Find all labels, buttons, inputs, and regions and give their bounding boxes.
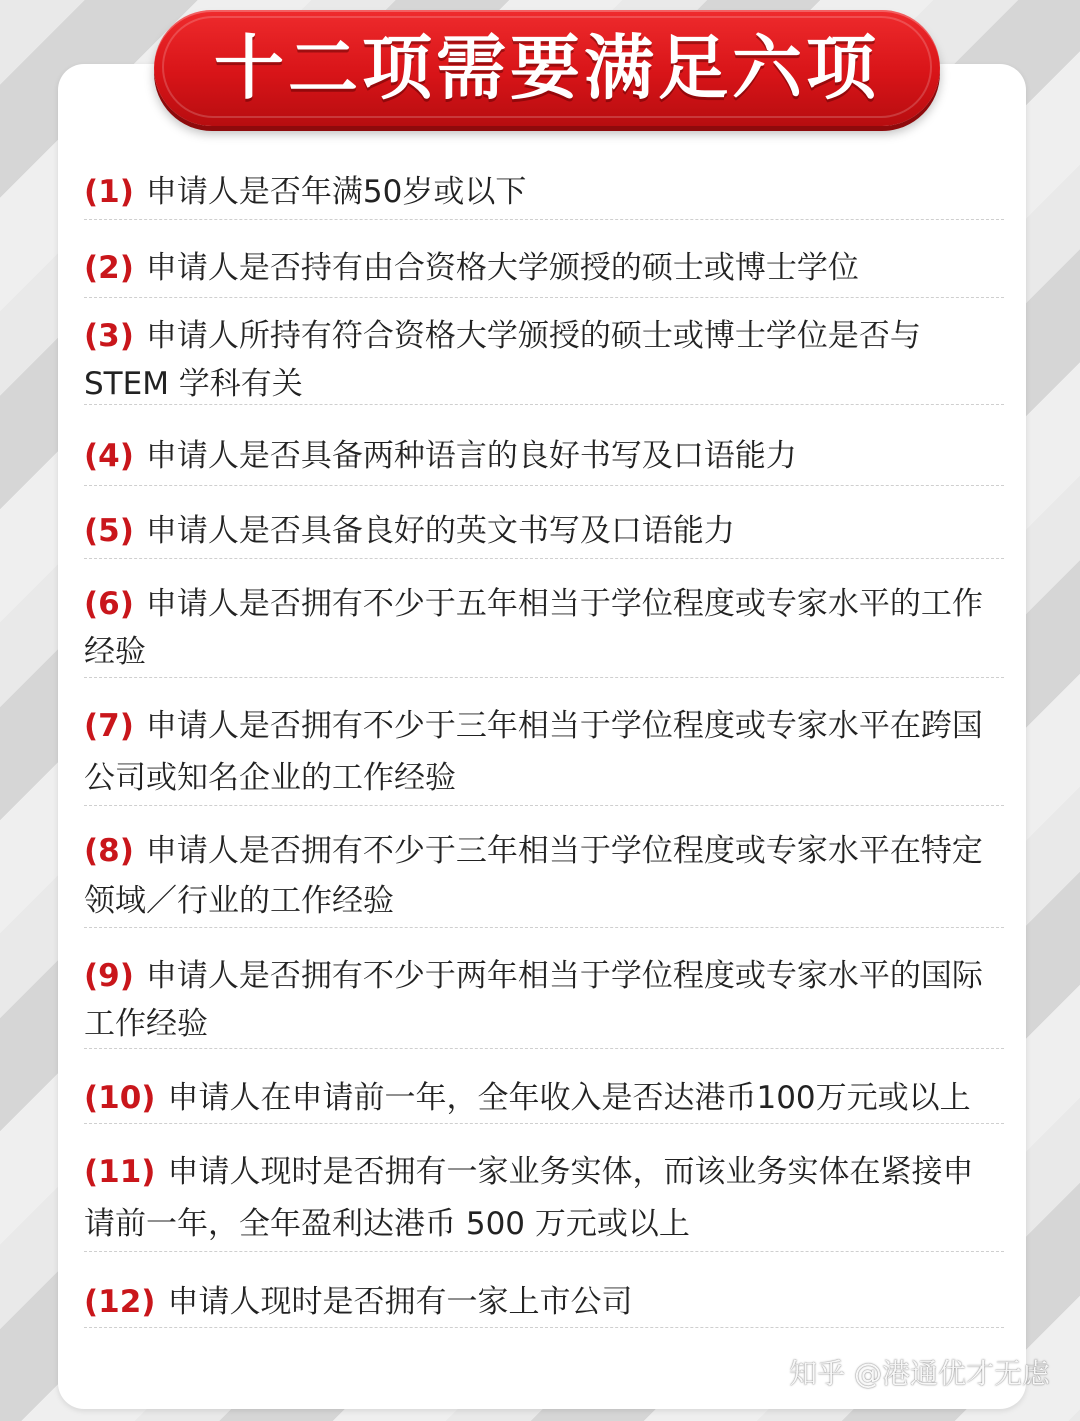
list-item [84,168,1004,220]
item-text: 申请人是否拥有不少于两年相当于学位程度或专家水平的国际工作经验 [84,958,983,1042]
item-text: 申请人现时是否拥有一家上市公司 [167,1284,633,1320]
item-number: (3) [84,318,134,354]
item-text: 申请人是否拥有不少于三年相当于学位程度或专家水平在特定领域／行业的工作经验 [84,833,983,919]
item-number: (5) [84,513,134,549]
list-item [84,432,1004,486]
item-number: (11) [84,1154,156,1190]
item-number: (1) [84,174,134,210]
list-item [84,507,1004,559]
item-text: 申请人是否具备两种语言的良好书写及口语能力 [145,438,797,474]
item-text: 申请人现时是否拥有一家业务实体，而该业务实体在紧接申请前一年，全年盈利达港币 500 万元或以上 [84,1154,974,1242]
title-banner [154,10,940,126]
watermark: 知乎 @港通优才无虑 [789,1357,1050,1390]
item-text: 申请人是否具备良好的英文书写及口语能力 [145,513,735,549]
item-text: 申请人所持有符合资格大学颁授的硕士或博士学位是否与STEM 学科有关 [84,318,921,402]
list-item [84,580,1004,678]
item-text: 申请人是否拥有不少于五年相当于学位程度或专家水平的工作经验 [84,586,983,670]
list-item [84,826,1004,928]
item-number: (10) [84,1080,156,1116]
list-item [84,244,1004,298]
item-text: 申请人是否拥有不少于三年相当于学位程度或专家水平在跨国公司或知名企业的工作经验 [84,708,983,796]
item-number: (8) [84,833,134,869]
item-number: (7) [84,708,134,744]
item-number: (2) [84,250,134,286]
item-text: 申请人是否年满50岁或以下 [145,174,527,210]
list-item [84,952,1004,1049]
item-number: (9) [84,958,134,994]
list-item [84,312,1004,405]
item-number: (12) [84,1284,156,1320]
item-number: (4) [84,438,134,474]
item-text: 申请人是否持有由合资格大学颁授的硕士或博士学位 [145,250,859,286]
page-title: 十二项需要满足六项 [214,27,880,109]
item-text: 申请人在申请前一年，全年收入是否达港币100万元或以上 [167,1080,971,1116]
list-item [84,1146,1004,1252]
list-item [84,1278,1004,1328]
list-item [84,700,1004,806]
list-item [84,1074,1004,1124]
item-number: (6) [84,586,134,622]
